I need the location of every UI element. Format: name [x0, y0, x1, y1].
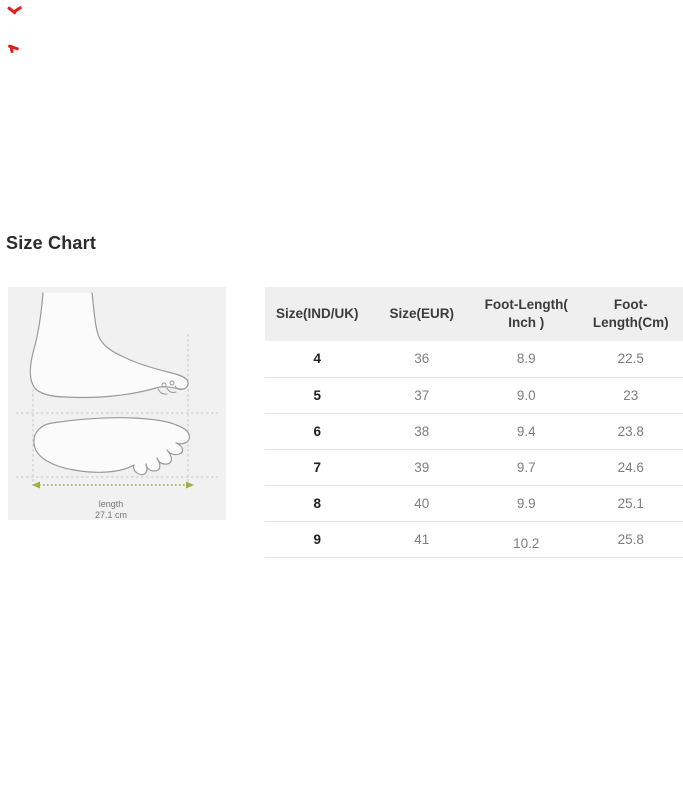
cell-foot-length-cm: 25.1	[579, 485, 683, 521]
cell-foot-length-inch: 9.0	[474, 377, 579, 413]
foot-measurement-diagram	[8, 287, 226, 520]
cell-foot-length-cm: 23	[579, 377, 683, 413]
table-row	[265, 413, 683, 449]
column-header-size-ind-uk: Size(IND/UK)	[265, 287, 370, 341]
foot-sole-outline	[34, 418, 190, 475]
table-row	[265, 485, 683, 521]
page-title: Size Chart	[6, 233, 97, 253]
column-header-size-eur: Size(EUR)	[370, 287, 475, 341]
cell-size-eur: 39	[370, 449, 475, 485]
red-artifact-mark-1	[7, 5, 23, 17]
length-arrow-head-right	[186, 482, 194, 489]
cell-size-ind-uk: 8	[265, 485, 370, 521]
cell-foot-length-inch: 9.7	[474, 449, 579, 485]
table-row	[265, 521, 683, 557]
cell-foot-length-inch	[474, 521, 579, 557]
cell-size-eur: 38	[370, 413, 475, 449]
cell-foot-length-cm: 23.8	[579, 413, 683, 449]
table-row	[265, 377, 683, 413]
cell-size-ind-uk: 7	[265, 449, 370, 485]
cell-size-ind-uk: 5	[265, 377, 370, 413]
cell-size-ind-uk: 4	[265, 341, 370, 377]
red-artifact-mark-2	[7, 42, 21, 54]
table-row	[265, 449, 683, 485]
size-chart-table	[265, 287, 683, 558]
foot-diagram-svg	[8, 287, 226, 520]
foot-side-view-outline	[30, 293, 188, 398]
cell-size-eur: 37	[370, 377, 475, 413]
cell-size-ind-uk: 6	[265, 413, 370, 449]
length-value: 27.1 cm	[94, 510, 128, 520]
cell-foot-length-inch: 9.4	[474, 413, 579, 449]
cell-foot-length-inch: 8.9	[474, 341, 579, 377]
length-label: length	[98, 499, 124, 509]
table-body	[265, 341, 683, 557]
cell-size-eur: 40	[370, 485, 475, 521]
table-header	[265, 287, 683, 341]
length-arrow-head-left	[32, 482, 40, 489]
cell-foot-length-cm: 22.5	[579, 341, 683, 377]
cell-foot-length-cm: 25.8	[579, 521, 683, 557]
cell-size-ind-uk: 9	[265, 521, 370, 557]
cell-foot-length-cm: 24.6	[579, 449, 683, 485]
cell-foot-length-inch-value: 10.2	[513, 535, 540, 551]
column-header-foot-length-inch: Foot-Length( Inch )	[474, 287, 579, 341]
column-header-foot-length-cm: Foot-Length(Cm)	[579, 287, 683, 341]
table-row	[265, 341, 683, 377]
cell-foot-length-inch: 9.9	[474, 485, 579, 521]
cell-size-eur: 36	[370, 341, 475, 377]
cell-size-eur: 41	[370, 521, 475, 557]
header-row	[265, 287, 683, 341]
